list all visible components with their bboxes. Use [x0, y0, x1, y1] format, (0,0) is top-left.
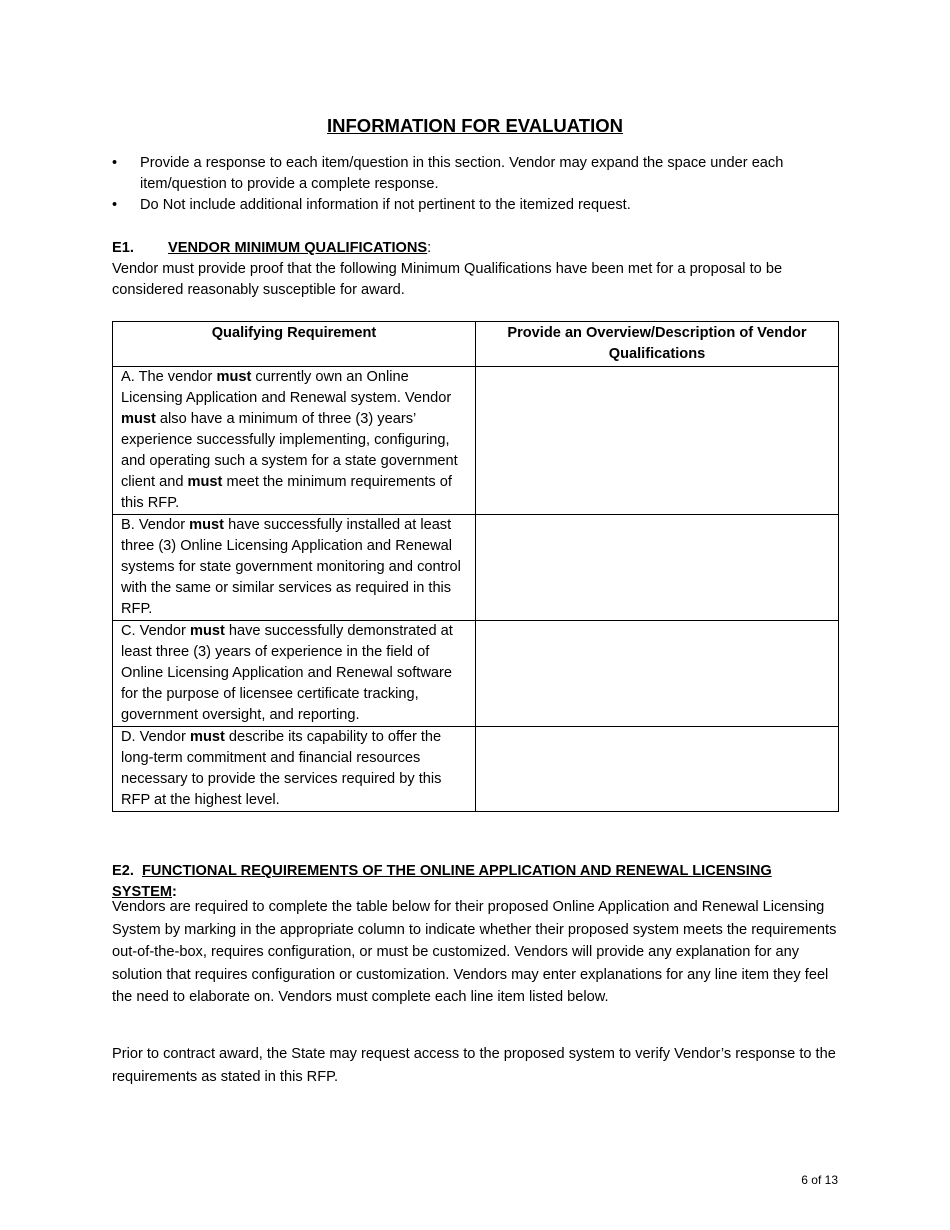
section-e1-heading: E1. VENDOR MINIMUM QUALIFICATIONS:: [112, 238, 431, 259]
response-cell[interactable]: [476, 515, 839, 621]
requirement-cell: A. The vendor must currently own an Online Licensing Application and Renewal system. Vendor must also have a minimum of three (3) years’ experience successfully implementing, configuring, and operating such a system for a state government client and must meet the minimum requirements of this RFP.: [113, 367, 476, 515]
table-row: [113, 515, 839, 621]
section-e2-paragraph: Prior to contract award, the State may request access to the proposed system to verify Vendor’s response to the requirements as stated in this RFP.: [112, 1046, 836, 1085]
response-cell[interactable]: [476, 621, 839, 727]
table-header-row: [113, 322, 839, 367]
section-e2-paragraph: Vendors are required to complete the table below for their proposed Online Application and Renewal Licensing System by marking in the appropriate column to indicate whether their proposed system meets the requirements out-of-the-box, requires configuration, or must be customized. Vendors will provide any explanation for any solution that requires configuration or customization. Vendors may enter explanations for any line item they feel the need to elaborate on. Vendors must complete each line item listed below.: [112, 899, 837, 1005]
section-number: E1.: [112, 240, 134, 256]
column-header: Qualifying Requirement: [113, 322, 476, 367]
bullet-icon: •: [112, 155, 118, 171]
table-row: [113, 367, 839, 515]
table-row: [113, 621, 839, 727]
section-label: FUNCTIONAL REQUIREMENTS OF THE ONLINE APPLICATION AND RENEWAL LICENSING SYSTEM: [112, 863, 772, 900]
column-header: Provide an Overview/Description of Vendor Qualifications: [476, 322, 839, 367]
list-item: • Provide a response to each item/question in this section. Vendor may expand the space under each item/question to provide a complete response.: [112, 155, 784, 192]
page-number: 6 of 13: [801, 1173, 838, 1187]
bullet-icon: •: [112, 197, 118, 213]
section-e1-intro: Vendor must provide proof that the following Minimum Qualifications have been met for a proposal to be considered reasonably susceptible for award.: [112, 261, 783, 298]
response-cell[interactable]: [476, 367, 839, 515]
page-title: INFORMATION FOR EVALUATION: [327, 115, 623, 136]
requirement-cell: D. Vendor must describe its capability to offer the long-term commitment and financial resources necessary to provide the services required by this RFP at the highest level.: [113, 727, 476, 812]
table-row: [113, 727, 839, 812]
qualifications-table: [112, 321, 839, 812]
list-item: • Do Not include additional information if not pertinent to the itemized request.: [112, 195, 838, 216]
requirement-cell: C. Vendor must have successfully demonstrated at least three (3) years of experience in the field of Online Licensing Application and Renewal software for the purpose of licensee certificate tracking, government oversight, and reporting.: [113, 621, 476, 727]
section-label: VENDOR MINIMUM QUALIFICATIONS: [168, 240, 428, 256]
response-cell[interactable]: [476, 727, 839, 812]
section-e2-heading: E2. FUNCTIONAL REQUIREMENTS OF THE ONLINE APPLICATION AND RENEWAL LICENSING SYSTEM:: [112, 863, 772, 900]
requirement-cell: B. Vendor must have successfully installed at least three (3) Online Licensing Application and Renewal systems for state government monitoring and control with the same or similar services as required in this RFP.: [113, 515, 476, 621]
instruction-list: [112, 153, 838, 216]
section-number: E2.: [112, 863, 134, 879]
